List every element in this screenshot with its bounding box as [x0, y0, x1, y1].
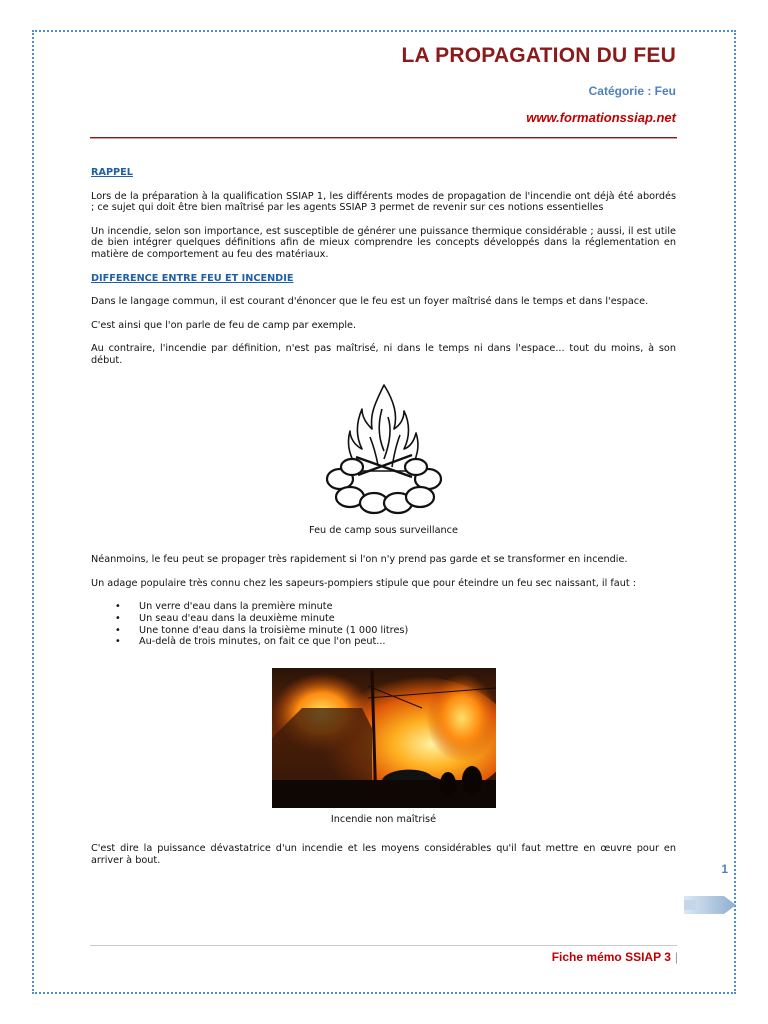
- list-item: • Au-delà de trois minutes, on fait ce que l'on peut...: [139, 636, 676, 648]
- difference-heading: DIFFERENCE ENTRE FEU ET INCENDIE: [91, 272, 294, 284]
- footer-divider: [90, 945, 677, 946]
- list-item: • Un verre d'eau dans la première minute: [139, 601, 676, 613]
- footer: [552, 950, 678, 964]
- difference-paragraph-3: Au contraire, l'incendie par définition, n'est pas maîtrisé, ni dans le temps ni dans l'espace... tout du moins, à son début.: [91, 343, 676, 366]
- document-body: [91, 167, 676, 878]
- rappel-paragraph-1: Lors de la préparation à la qualification SSIAP 1, les différents modes de propagation de l'incendie ont déjà été abordés ; ce sujet qui doit être bien maîtrisé par les agents SSIAP 3 permet de revenir sur ces notions essentielles: [91, 190, 676, 214]
- fire-caption: Incendie non maîtrisé: [330, 813, 437, 825]
- page-title: LA PROPAGATION DU FEU: [401, 44, 676, 67]
- list-item: • Un seau d'eau dans la deuxième minute: [139, 613, 676, 625]
- campfire-caption: Feu de camp sous surveillance: [309, 524, 458, 536]
- conclusion-paragraph: C'est dire la puissance dévastatrice d'un incendie et les moyens considérables qu'il faut mettre en œuvre pour en arriver à bout.: [91, 843, 676, 866]
- page-number: 1: [721, 862, 728, 876]
- fire-figure: [91, 668, 676, 826]
- website-link[interactable]: www.formationssiap.net: [526, 110, 676, 125]
- campfire-icon: [322, 379, 446, 519]
- footer-label: Fiche mémo SSIAP 3: [551, 950, 671, 964]
- difference-paragraph-2: C'est ainsi que l'on parle de feu de camp par exemple.: [91, 319, 357, 331]
- campfire-figure: [91, 379, 676, 537]
- adage-paragraph: Un adage populaire très connu chez les sapeurs-pompiers stipule que pour éteindre un feu sec naissant, il faut :: [91, 577, 636, 589]
- rappel-heading: RAPPEL: [91, 167, 133, 178]
- list-item: • Une tonne d'eau dans la troisième minute (1 000 litres): [139, 625, 676, 637]
- category-label: Catégorie : Feu: [588, 84, 676, 98]
- neanmoins-paragraph: Néanmoins, le feu peut se propager très rapidement si l'on n'y prend pas garde et se transformer en incendie.: [91, 554, 628, 566]
- header-divider: [90, 137, 677, 139]
- footer-separator: |: [674, 950, 678, 964]
- page-tab-arrow-icon: [684, 892, 736, 918]
- difference-paragraph-1: Dans le langage commun, il est courant d'énoncer que le feu est un foyer maîtrisé dans le temps et dans l'espace.: [91, 296, 649, 308]
- rappel-paragraph-2: Un incendie, selon son importance, est susceptible de générer une puissance thermique considérable ; aussi, il est utile de bien intégrer quelques définitions afin de mieux comprendre les concepts développés dans la réglementation en matière de comportement au feu des matériaux.: [91, 225, 676, 260]
- adage-list: [91, 601, 676, 647]
- building-fire-icon: [272, 668, 496, 808]
